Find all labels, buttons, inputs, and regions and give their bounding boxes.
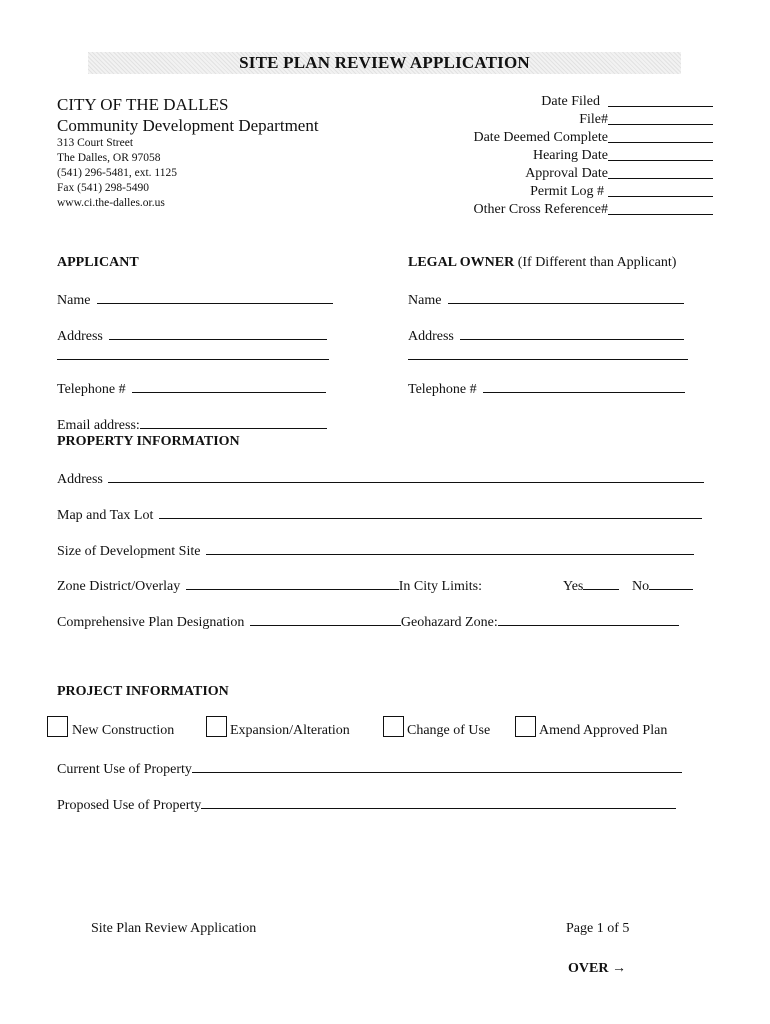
date-filed-field[interactable] bbox=[608, 94, 713, 107]
permit-log-field[interactable] bbox=[608, 184, 713, 197]
file-number-field[interactable] bbox=[608, 112, 713, 125]
city-limits-yes-row bbox=[563, 577, 619, 595]
legal-owner-heading: LEGAL OWNER bbox=[408, 255, 515, 270]
city-limits-no-row bbox=[632, 577, 693, 595]
comp-plan-row bbox=[57, 613, 679, 631]
applicant-address-line2-field[interactable] bbox=[57, 347, 329, 360]
city-limits-no-label: No bbox=[632, 579, 650, 594]
map-tax-lot-label: Map and Tax Lot bbox=[57, 508, 154, 523]
footer-page-number: Page 1 of 5 bbox=[566, 921, 630, 936]
owner-address-label: Address bbox=[408, 329, 454, 344]
amend-approved-plan-label: Amend Approved Plan bbox=[539, 723, 668, 738]
zone-label: Zone District/Overlay bbox=[57, 579, 181, 594]
applicant-address-label: Address bbox=[57, 329, 103, 344]
legal-owner-note: (If Different than Applicant) bbox=[517, 255, 677, 270]
applicant-telephone-field[interactable] bbox=[132, 380, 326, 393]
comp-plan-field[interactable] bbox=[250, 613, 401, 626]
new-construction-checkbox[interactable] bbox=[47, 716, 68, 737]
approval-date-field[interactable] bbox=[608, 166, 713, 179]
office-label: Date Filed bbox=[541, 94, 600, 109]
form-title: SITE PLAN REVIEW APPLICATION bbox=[239, 53, 530, 72]
map-tax-lot-row bbox=[57, 506, 702, 524]
title-banner bbox=[88, 52, 681, 74]
proposed-use-label: Proposed Use of Property bbox=[57, 798, 202, 813]
owner-telephone-field[interactable] bbox=[483, 380, 685, 393]
owner-telephone-row bbox=[408, 380, 685, 398]
map-tax-lot-field[interactable] bbox=[159, 506, 702, 519]
applicant-name-row bbox=[57, 291, 333, 309]
city-limits-no-field[interactable] bbox=[649, 577, 693, 590]
owner-address-line2-field[interactable] bbox=[408, 347, 688, 360]
footer-over-arrow: OVER → bbox=[568, 961, 626, 976]
proposed-use-row bbox=[57, 796, 676, 814]
in-city-limits-label: In City Limits: bbox=[398, 579, 482, 594]
amend-approved-plan-checkbox[interactable] bbox=[515, 716, 536, 737]
office-label: Hearing Date bbox=[532, 148, 608, 163]
owner-name-row bbox=[408, 291, 684, 309]
city-limits-yes-label: Yes bbox=[563, 579, 584, 594]
development-size-field[interactable] bbox=[206, 542, 694, 555]
agency-street: 313 Court Street bbox=[57, 137, 134, 149]
applicant-heading: APPLICANT bbox=[57, 255, 139, 270]
owner-name-label: Name bbox=[408, 293, 442, 308]
comp-plan-label: Comprehensive Plan Designation bbox=[57, 615, 245, 630]
office-label: File# bbox=[579, 112, 608, 127]
new-construction-label: New Construction bbox=[72, 723, 175, 738]
agency-city-state-zip: The Dalles, OR 97058 bbox=[57, 152, 161, 164]
change-of-use-label: Change of Use bbox=[407, 723, 491, 738]
other-cross-reference-field[interactable] bbox=[608, 202, 713, 215]
property-heading: PROPERTY INFORMATION bbox=[57, 434, 240, 449]
applicant-address-field[interactable] bbox=[109, 327, 327, 340]
legal-owner-heading-row bbox=[408, 255, 676, 271]
office-label: Approval Date bbox=[525, 166, 608, 181]
hearing-date-field[interactable] bbox=[608, 148, 713, 161]
change-of-use-checkbox[interactable] bbox=[383, 716, 404, 737]
applicant-name-label: Name bbox=[57, 293, 91, 308]
property-address-row bbox=[57, 470, 704, 488]
office-label: Other Cross Reference# bbox=[473, 202, 608, 217]
owner-name-field[interactable] bbox=[448, 291, 684, 304]
department-name: Community Development Department bbox=[57, 116, 319, 135]
agency-website: www.ci.the-dalles.or.us bbox=[57, 197, 165, 209]
office-label: Date Deemed Complete bbox=[473, 130, 608, 145]
development-size-label: Size of Development Site bbox=[57, 544, 201, 559]
city-limits-yes-field[interactable] bbox=[583, 577, 619, 590]
zone-row bbox=[57, 577, 482, 595]
applicant-email-label: Email address: bbox=[57, 418, 140, 433]
proposed-use-field[interactable] bbox=[201, 796, 676, 809]
current-use-label: Current Use of Property bbox=[57, 762, 192, 777]
applicant-name-field[interactable] bbox=[97, 291, 333, 304]
owner-address-field[interactable] bbox=[460, 327, 684, 340]
zone-field[interactable] bbox=[186, 577, 399, 590]
expansion-alteration-label: Expansion/Alteration bbox=[230, 723, 350, 738]
property-address-field[interactable] bbox=[108, 470, 704, 483]
project-heading: PROJECT INFORMATION bbox=[57, 684, 229, 699]
development-size-row bbox=[57, 542, 694, 560]
geohazard-field[interactable] bbox=[498, 613, 679, 626]
footer-document-name: Site Plan Review Application bbox=[91, 921, 257, 936]
owner-telephone-label: Telephone # bbox=[408, 382, 477, 397]
current-use-field[interactable] bbox=[192, 760, 682, 773]
date-deemed-complete-field[interactable] bbox=[608, 130, 713, 143]
agency-phone: (541) 296-5481, ext. 1125 bbox=[57, 167, 177, 179]
agency-fax: Fax (541) 298-5490 bbox=[57, 182, 149, 194]
applicant-telephone-label: Telephone # bbox=[57, 382, 126, 397]
office-label: Permit Log # bbox=[530, 184, 604, 199]
owner-address-row bbox=[408, 327, 684, 345]
applicant-email-row bbox=[57, 416, 327, 434]
applicant-address-row bbox=[57, 327, 327, 345]
current-use-row bbox=[57, 760, 682, 778]
city-name: CITY OF THE DALLES bbox=[57, 95, 229, 114]
applicant-email-field[interactable] bbox=[140, 416, 327, 429]
expansion-alteration-checkbox[interactable] bbox=[206, 716, 227, 737]
applicant-telephone-row bbox=[57, 380, 326, 398]
geohazard-label: Geohazard Zone: bbox=[400, 615, 498, 630]
property-address-label: Address bbox=[57, 472, 103, 487]
